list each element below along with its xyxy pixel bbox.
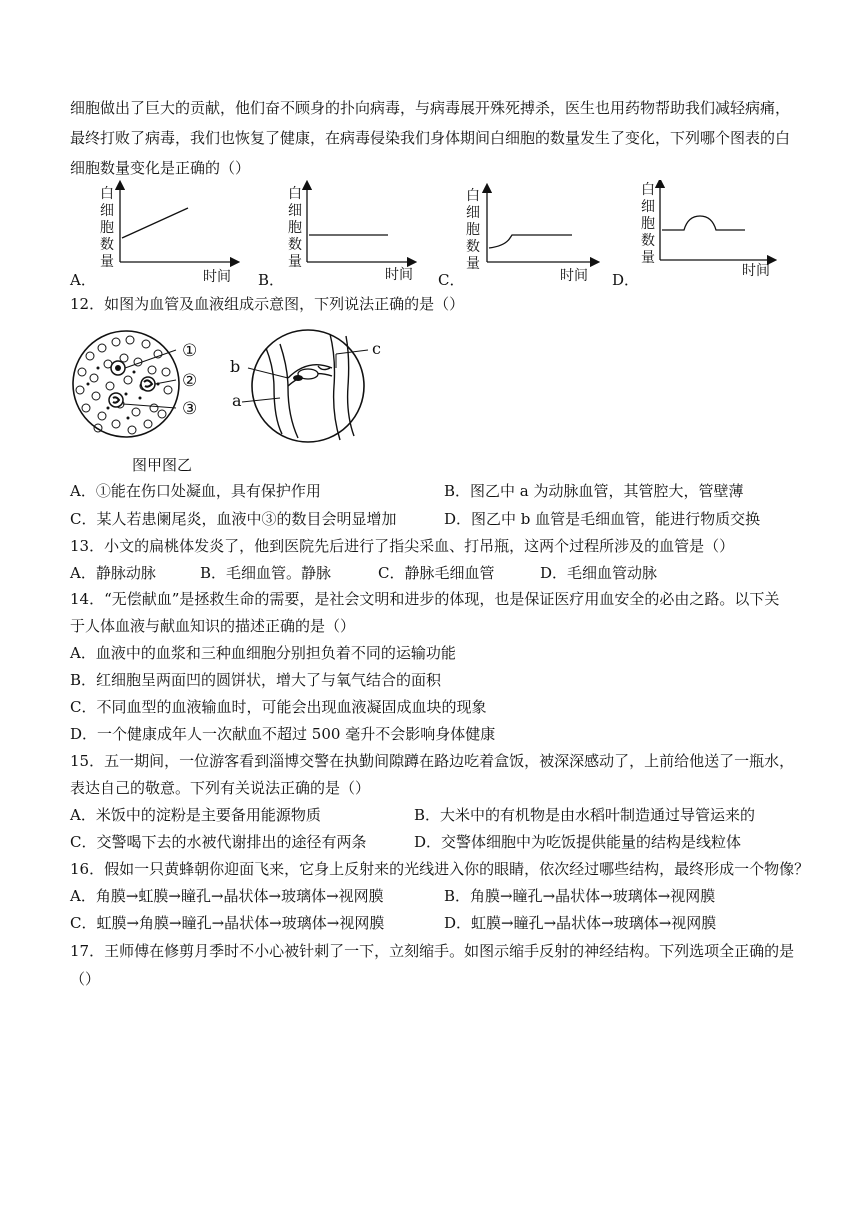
q14-option-a: A．血液中的血浆和三种血细胞分别担负着不同的运输功能 (70, 644, 456, 662)
label-3: ③ (182, 399, 198, 419)
figure-jia-blood-smear (73, 331, 179, 437)
q15-stem-1: 15．五一期间，一位游客看到淄博交警在执勤间隙蹲在路边吃着盒饭，被深深感动了，上前给他送了一瓶水， (70, 752, 795, 770)
ylabel-c-1: 细 (466, 205, 480, 221)
q11-option-d: D． (612, 271, 640, 289)
q13-option-b: B．毛细血管。静脉 (200, 564, 332, 582)
q11-line1: 细胞做出了巨大的贡献，他们奋不顾身的扑向病毒，与病毒展开殊死搏杀，医生也用药物帮助我们减轻病痛， (70, 99, 791, 117)
xlabel-c: 时间 (560, 268, 588, 284)
q12-stem: 12．如图为血管及血液组成示意图，下列说法正确的是（） (70, 295, 465, 313)
figure-yi-vessels (242, 330, 368, 442)
xlabel-d: 时间 (742, 263, 770, 279)
q15-stem-2: 表达自己的敬意。下列有关说法正确的是（） (70, 779, 371, 797)
q15-option-c: C．交警喝下去的水被代谢排出的途径有两条 (70, 833, 367, 851)
q16-stem: 16．假如一只黄蜂朝你迎面飞来，它身上反射来的光线进入你的眼睛，依次经过哪些结构，最终形成一个物像？ (70, 860, 810, 878)
graph-c (466, 188, 595, 284)
q16-option-c: C．虹膜→角膜→瞳孔→晶状体→玻璃体→视网膜 (70, 914, 385, 932)
ylabel-b-1: 细 (288, 203, 302, 219)
q15-option-a: A．米饭中的淀粉是主要备用能源物质 (70, 806, 321, 824)
q14-stem-1: 14．“无偿献血”是拯救生命的需要，是社会文明和进步的体现，也是保证医疗用血安全的必由之路。以下关 (70, 590, 780, 608)
q11-option-c: C． (438, 271, 465, 289)
q11-graphs (0, 180, 860, 290)
label-c: c (372, 339, 381, 358)
ylabel-a-3: 数 (100, 237, 114, 253)
ylabel-b-2: 胞 (288, 220, 302, 236)
q14-stem-2: 于人体血液与献血知识的描述正确的是（） (70, 617, 356, 635)
q14-option-c: C．不同血型的血液输血时，可能会出现血液凝固成血块的现象 (70, 698, 487, 716)
label-1: ① (182, 341, 198, 361)
q12-option-c: C．某人若患阑尾炎，血液中③的数目会明显增加 (70, 510, 397, 528)
q11-line2: 最终打败了病毒，我们也恢复了健康，在病毒侵染我们身体期间白细胞的数量发生了变化，下列哪个图表的白 (70, 129, 791, 147)
q17-stem-2: （） (70, 970, 101, 988)
q15-option-b: B．大米中的有机物是由水稻叶制造通过导管运来的 (414, 806, 756, 824)
q13-option-a: A．静脉动脉 (70, 564, 156, 582)
ylabel-c-4: 量 (466, 256, 480, 272)
q14-option-b: B．红细胞呈两面凹的圆饼状，增大了与氧气结合的面积 (70, 671, 442, 689)
q11-option-a: A． (70, 271, 96, 289)
ylabel-d-4: 量 (641, 250, 655, 266)
q12-option-a: A．①能在伤口处凝血，具有保护作用 (70, 482, 321, 500)
xlabel-b: 时间 (385, 267, 413, 283)
label-a: a (232, 391, 242, 410)
q16-option-d: D．虹膜→瞳孔→晶状体→玻璃体→视网膜 (444, 914, 717, 932)
q13-stem: 13．小文的扁桃体发炎了，他到医院先后进行了指尖采血、打吊瓶，这两个过程所涉及的血管是（） (70, 537, 735, 555)
q16-option-a: A．角膜→虹膜→瞳孔→晶状体→玻璃体→视网膜 (70, 887, 384, 905)
ylabel-d-0: 白 (641, 182, 655, 198)
q15-option-d: D．交警体细胞中为吃饭提供能量的结构是线粒体 (414, 833, 742, 851)
xlabel-a: 时间 (203, 269, 231, 285)
graph-d (641, 182, 772, 279)
graph-d-curve (662, 216, 745, 230)
ylabel-d-2: 胞 (641, 216, 655, 232)
q11-option-b: B． (258, 271, 285, 289)
q12-figure (68, 328, 408, 448)
ylabel-a-0: 白 (100, 186, 114, 202)
ylabel-d-3: 数 (641, 233, 655, 249)
q12-caption: 图甲图乙 (132, 456, 193, 474)
ylabel-d-1: 细 (641, 199, 655, 215)
q14-option-d: D．一个健康成年人一次献血不超过 500 毫升不会影响身体健康 (70, 725, 496, 743)
ylabel-b-4: 量 (288, 254, 302, 270)
graph-a (100, 185, 235, 285)
graph-b (288, 185, 413, 283)
ylabel-a-1: 细 (100, 203, 114, 219)
ylabel-b-3: 数 (288, 237, 302, 253)
ylabel-c-0: 白 (466, 188, 480, 204)
label-b: b (230, 357, 241, 376)
ylabel-c-2: 胞 (466, 222, 480, 238)
q13-option-c: C．静脉毛细血管 (378, 564, 495, 582)
q12-option-b: B．图乙中 a 为动脉血管，其管腔大，管壁薄 (444, 482, 744, 500)
graph-c-curve (489, 235, 572, 248)
q16-option-b: B．角膜→瞳孔→晶状体→玻璃体→视网膜 (444, 887, 716, 905)
graph-a-curve (122, 208, 188, 238)
ylabel-a-4: 量 (100, 254, 114, 270)
q12-option-d: D．图乙中 b 血管是毛细血管，能进行物质交换 (444, 510, 761, 528)
q13-option-d: D．毛细血管动脉 (540, 564, 658, 582)
ylabel-c-3: 数 (466, 239, 480, 255)
ylabel-a-2: 胞 (100, 220, 114, 236)
ylabel-b-0: 白 (288, 186, 302, 202)
label-2: ② (182, 371, 198, 391)
q11-line3: 细胞数量变化是正确的（） (70, 159, 251, 177)
q17-stem-1: 17．王师傅在修剪月季时不小心被针刺了一下，立刻缩手。如图示缩手反射的神经结构。下列选项全正确的是 (70, 942, 795, 960)
